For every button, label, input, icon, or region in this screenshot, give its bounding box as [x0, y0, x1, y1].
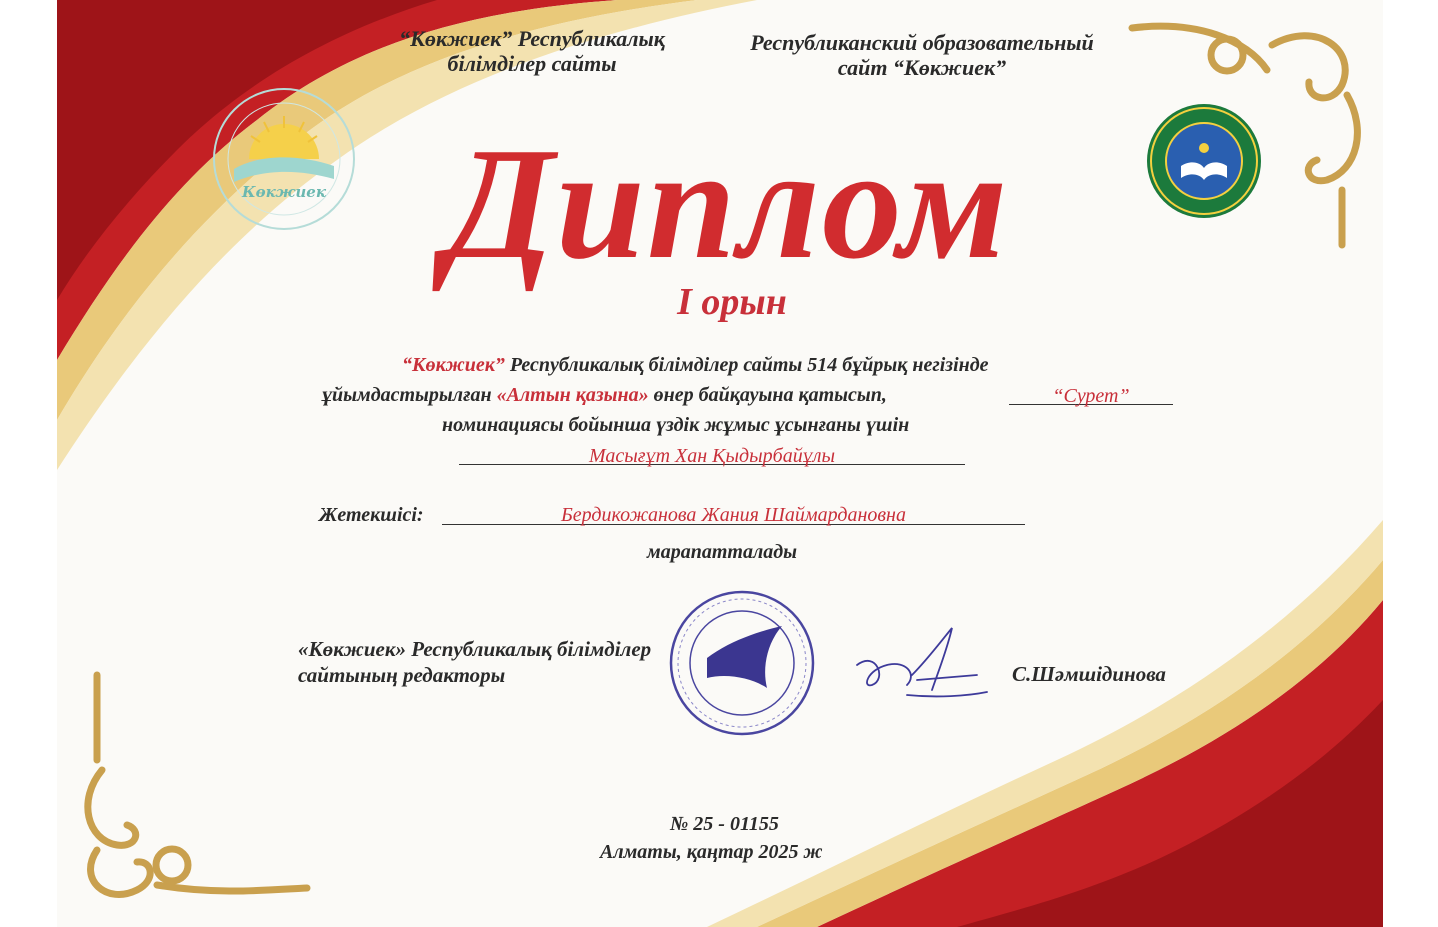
- body-line-2: [322, 384, 887, 407]
- stamp-seal: [667, 588, 817, 738]
- participant-name: Масығұт Хан Қыдырбайұлы: [589, 445, 835, 467]
- editor-line-2: сайтының редакторы: [298, 663, 506, 687]
- body-line-1-text: Республикалық білімділер сайты 514 бұйрық негізінде: [509, 354, 989, 376]
- header-left-line1: “Көкжиек” Республикалық: [399, 26, 665, 51]
- editor-line-1: «Көкжиек» Республикалық білімділер: [298, 637, 652, 661]
- body-line-2-post: өнер байқауына қатысып,: [653, 384, 887, 406]
- svg-text:Көкжиек: Көкжиек: [242, 183, 326, 201]
- site-name: “Көкжиек”: [402, 354, 505, 376]
- nomination-value: “Сурет”: [1052, 385, 1130, 407]
- body-line-1: [402, 354, 989, 377]
- header-right: [712, 30, 1132, 80]
- body-line-2-pre: ұйымдастырылған: [322, 384, 492, 406]
- supervisor-name: Бердикожанова Жания Шаймардановна: [561, 504, 906, 526]
- editor-name: С.Шәмшідинова: [1012, 662, 1166, 686]
- ministry-emblem-icon: [1145, 102, 1263, 220]
- header-left-line2: білімділер сайты: [447, 51, 617, 76]
- body-line-3: номинациясы бойынша үздік жұмыс ұсынғаны үшін: [442, 414, 910, 436]
- editor-title: [298, 636, 651, 688]
- place-label: I орын: [677, 281, 787, 323]
- header-left: [372, 26, 692, 76]
- contest-name: «Алтын қазына»: [496, 384, 649, 406]
- diploma-title: Диплом: [444, 114, 1010, 292]
- awarded-text: марапатталады: [647, 541, 797, 563]
- supervisor-label: Жетекшісі:: [319, 504, 424, 526]
- diploma-sheet: [57, 0, 1383, 927]
- diploma-number: № 25 - 01155: [670, 813, 779, 835]
- kokzhiek-logo: [209, 84, 359, 234]
- city-date: Алматы, қаңтар 2025 ж: [600, 841, 823, 863]
- header-right-line1: Республиканский образовательный: [750, 30, 1094, 55]
- editor-signature: [847, 620, 997, 710]
- header-right-line2: сайт “Көкжиек”: [837, 55, 1007, 80]
